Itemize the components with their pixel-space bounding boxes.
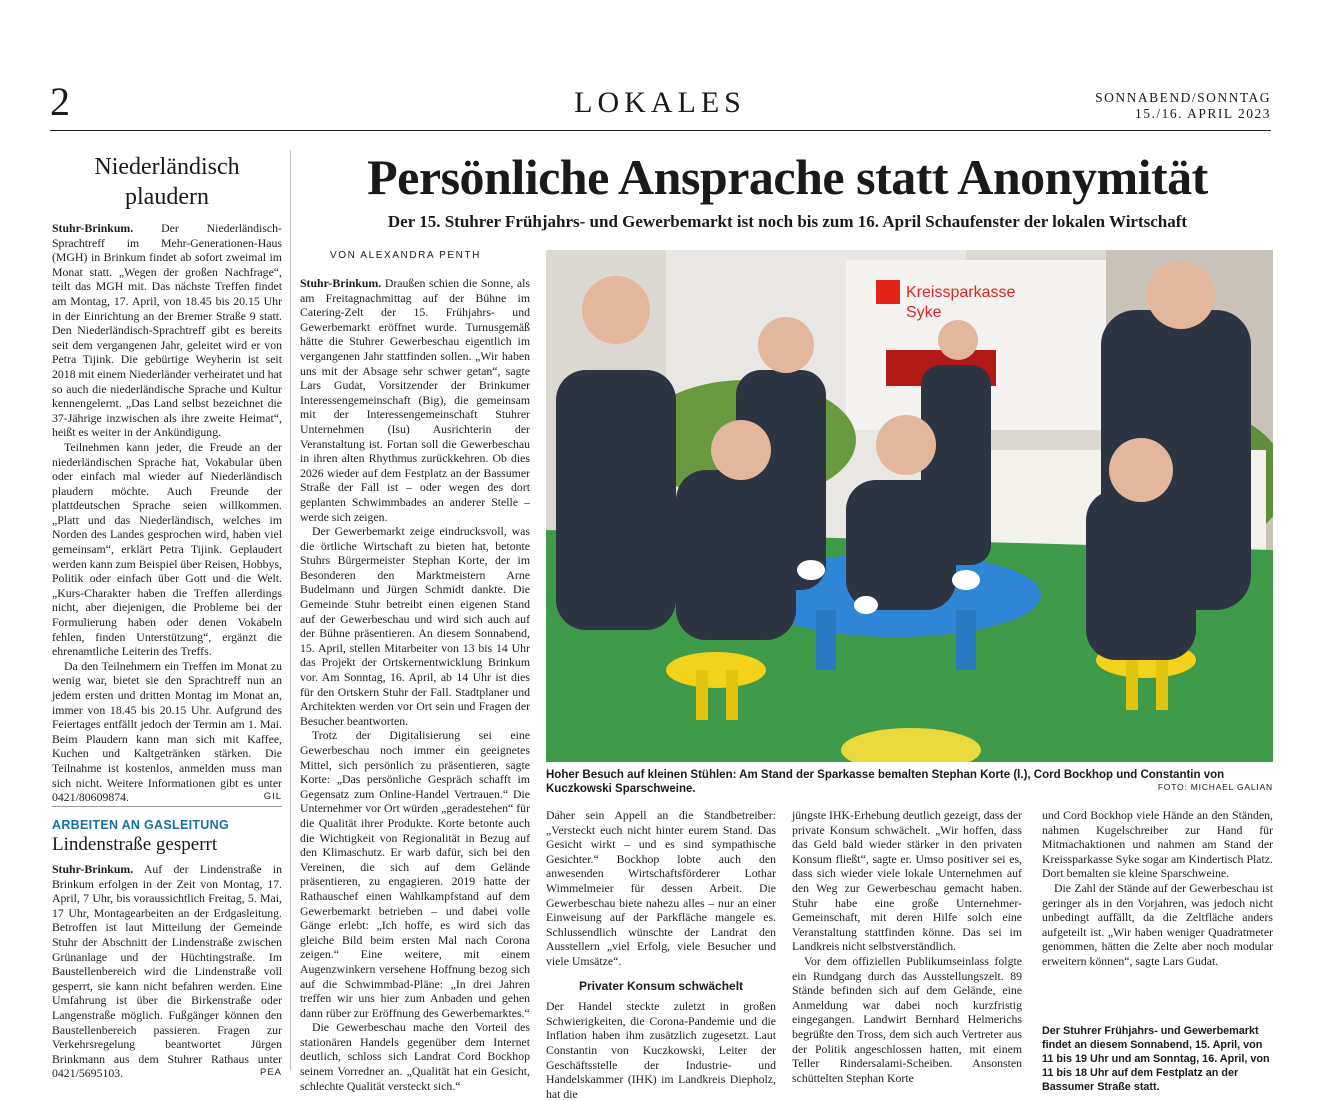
left-paragraph-2: Teilnehmen kann jeder, die Freude an der niederländischen Sprache hat, Vokabular üben oder einfach mal wieder auf Niederländisch plaudern möchte. Auch Freunde der plattdeutschen Sprache seien willkommen. „Platt und das Niederländisch, welches im Norden des Landes gesprochen wird, haben viel gemeinsam“, erklärt Petra Tijink. Geplaudert werden kann zum Beispiel über Reisen, Hobbys, Politik oder einfach über Gott und die Welt. „Kurs-Charakter haben die Treffen allerdings nicht, aber diejenigen, die Probleme bei der Formulierung haben oder denen Vokabeln fehlen, finden Unterstützung“, ergänzt die ehrenamtliche Leiterin des Treffs. — [52, 439, 282, 659]
masthead-rule — [50, 130, 1271, 131]
left-article-paragraph — [52, 659, 282, 805]
main-subheadline: Der 15. Stuhrer Frühjahrs- und Gewerbemarkt ist noch bis zum 16. April Schaufenster der lokalen Wirtschaft — [387, 212, 1188, 231]
left-paragraph-1: Der Niederländisch-Sprachtreff im Mehr-Generationen-Haus (MGH) in Brinkum findet ab sofort zweimal im Monat statt. „Wegen der großen Nachfrage“, teilt das MGH mit. Das nächste Treffen findet am Montag, 17. April, von 18.45 bis 20.15 Uhr in der Einrichtung an der Bremer Straße 9 statt. Den Niederländisch-Sprachtreff gibt es bereits seit dem vergangenen Jahr, geleitet wird er von Petra Tijink. Die gebürtige Weyherin ist seit 2018 mit einem Niederländer verheiratet und hat so auch die niederländische Sprache und Kultur kennengelernt. „Das Land selbst bezeichnet die 37-Jährige inzwischen als ihre zweite Heimat“, heißt es weiter in der Ankündigung. — [52, 221, 282, 440]
yellow-stool — [666, 652, 766, 688]
person-seated-left — [676, 470, 796, 640]
intermediate-headline: Privater Konsum schwächelt — [578, 978, 744, 993]
sign-text-1: Kreissparkasse — [906, 284, 1016, 301]
main-column-1 — [300, 276, 530, 1093]
author-signature: GIL — [263, 791, 282, 803]
column-rule — [290, 150, 291, 1070]
person-standing-left — [556, 370, 676, 630]
photo-credit: FOTO: MICHAEL GALIAN — [1157, 782, 1273, 792]
left-article-body — [52, 221, 282, 805]
photo-illustration — [546, 250, 1273, 762]
article-photo — [546, 250, 1273, 762]
col4-paragraph-2: Die Zahl der Stände auf der Gewerbeschau ist geringer als in den Vorjahren, was jedoch nicht unbedingt auffällt, da die Zeltfläche anders aufgeteilt ist. „Wir haben weniger Quadratmeter genommen, hätten die Zelte aber noch modular erweitern können“, sagte Lars Gudat. — [1042, 880, 1273, 968]
col3-paragraph-2: Vor dem offiziellen Publikumseinlass folgte ein Rundgang durch das Ausstellungszelt. 89 Stände befinden sich auf dem Gelände, eine Anmeldung war dabei noch kurzfristig eingegangen. Landwirt Bernhard Helmerichs begrüßte den Tross, dem sich auch Vertreter aus der Politik angeschlossen hatten, mit einem Teller Rindersalami-Scheiben. Ansonsten schüttelten Stephan Korte — [792, 953, 1022, 1085]
main-paragraph-3: Trotz der Digitalisierung sei eine Gewerbeschau noch immer ein geeignetes Mittel, sich persönlich zu präsentieren, sagte Korte: „Das persönliche Gespräch schafft im Gegensatz zum Online-Handel Vertrauen.“ Die Unternehmer vor Ort würden „geradestehen“ für die Qualität ihrer Produkte. Korte betonte auch die Wichtigkeit von Regionalität in Bezug auf den Klimaschutz. Er warb dafür, sich bei den Vereinen, die sich auf dem Gelände präsentieren, zu engagieren. 2019 hatte der Rathauschef einen Wahlkampfstand auf dem Gewerbemarkt betrieben – und dabei volle Gänge erlebt: „Ich hoffe, es wird sich das gleiche Bild beim ersten Mal nach Corona zeigen.“ Eine weitere, mit einem Augenzwinkern versehene Hoffnung bezog sich auf die Schwimmbad-Pläne: „In drei Jahren treffen wir uns hier zum Anbaden und gehen dann rüber zur Eröffnung des Gewerbemarktes.“ — [300, 728, 530, 1020]
author-signature: PEA — [259, 1067, 282, 1079]
gas-article-body — [52, 862, 282, 1081]
gas-article-headline: Lindenstraße gesperrt — [52, 834, 218, 855]
col2-paragraph-2: Der Handel steckte zuletzt in großen Schwierigkeiten, die Corona-Pandemie und die Inflation haben ihm zusätzlich zugesetzt. Laut Constantin von Kuczkowski, Leiter der Geschäftsstelle der Industrie- und Handelskammer (IHK) im Landkreis Diepholz, hat die — [546, 999, 776, 1101]
main-headline: Persönliche Ansprache statt Anonymität — [367, 149, 1208, 205]
section-divider — [52, 806, 282, 807]
person-seated-right — [1086, 490, 1196, 660]
page-number: 2 — [50, 79, 70, 124]
gas-article-paragraph — [52, 862, 282, 1081]
photo-caption: Hoher Besuch auf kleinen Stühlen: Am Stand der Sparkasse bemalten Stephan Korte (l.), Cord Bockhop und Constantin von Kuczkowski Sparschweine. — [546, 769, 1225, 795]
left-article-headline: Niederländisch plaudern — [94, 154, 240, 210]
issue-date — [1095, 90, 1271, 122]
main-paragraph-4: Die Gewerbeschau mache den Vorteil des stationären Handels gegenüber dem Internet deutlich, schloss sich Landrat Cord Bockhop seinem Vorredner an. „Qualität hat ein Gesicht, schlechte Qualität versteckt sich.“ — [300, 1020, 530, 1093]
left-paragraph-3: Da den Teilnehmern ein Treffen im Monat zu wenig war, bietet sie den Sprachtreff nun an jedem ersten und dritten Montag im Monat an, immer von 18.45 bis 20.15 Uhr. Aufgrund des Feiertages entfällt jedoch der Termin am 1. Mai. Beim Plaudern kann man sich mit Kaffee, Kuchen und Kaltgetränken stärken. Die Teilnahme ist kostenlos, anmelden muss man sich nicht. Weitere Informationen gibt es unter 0421/80609874. — [52, 658, 282, 805]
issue-day: SONNABEND/SONNTAG — [1095, 90, 1271, 105]
sign-text-2: Syke — [906, 304, 942, 321]
col4-paragraph-1: und Cord Bockhop viele Hände an den Ständen, nahmen Kugelschreiber zur Hand für Mitmachaktionen und nahmen am Stand der Kreissparkasse Syke sogar am Kindertisch Platz. Dort bemalten sie kleine Sparschweine. — [1042, 808, 1273, 881]
dateline: Stuhr-Brinkum. — [52, 221, 134, 235]
dateline: Stuhr-Brinkum. — [300, 276, 382, 290]
gas-article-kicker: ARBEITEN AN GASLEITUNG — [52, 818, 229, 832]
col2-paragraph-1: Daher sein Appell an die Standbetreiber: „Versteckt euch nicht hinter eurem Stand. Das Gesicht wirkt – und es sind sympathische Gesichter.“ Bockhop lobte auch den anwesenden Wirtschaftsförderer Lothar Wimmelmeier für dessen Arbeit. Die Gewerbeschau biete nahezu alles – nur an einer Einweisung auf der Parkfläche mangele es. Schlussendlich wünschte der Landrat den Ausstellern „viel Erfolg, viele Besucher und viele Umsätze“. — [546, 808, 776, 968]
issue-date-text: 15./16. APRIL 2023 — [1134, 106, 1271, 121]
person-seated-center — [846, 480, 956, 610]
gas-article-text: Auf der Lindenstraße in Brinkum erfolgen in der Zeit von Montag, 17. April, 7 Uhr, bis voraussichtlich Freitag, 5. Mai, 17 Uhr, Montagearbeiten an der Erdgasleitung. Betroffen ist laut Mitteilung der Gemeinde Stuhr der Abschnitt der Lindenstraße zwischen Grünanlage und der Hüchtingstraße. Im Baustellenbereich wird die Lindenstraße voll gesperrt, sie kann nicht befahren werden. Eine Umfahrung ist über die Birkenstraße oder Langenstraße möglich. Fußgänger können den Baustellenbereich passieren. Fragen zur Verkehrsregelung beantwortet Jürgen Brinkmann aus dem Stuhrer Rathaus unter 0421/5695103. — [52, 862, 282, 1081]
col3-paragraph-1: jüngste IHK-Erhebung deutlich gezeigt, dass der private Konsum schwächelt. „Wir hoffen, dass das Geld bald wieder stärker in den privaten Konsum fließt“, sagte er. Umso positiver sei es, dass sich wieder viele lokale Unternehmen auf den Weg zur Gewerbeschau gemacht haben. Stuhr habe eine große Unternehmer-Gemeinschaft, mit deren Hilfe solch eine Veranstaltung stattfinden könne. Das sei im Landkreis nicht selbstverständlich. — [792, 808, 1022, 954]
event-info-box: Der Stuhrer Frühjahrs- und Gewerbemarkt findet an diesem Sonnabend, 15. April, von 11 bis 19 Uhr und am Sonntag, 16. April, von 11 bis 18 Uhr auf dem Festplatz an der Bassumer Straße statt. — [1042, 1025, 1270, 1093]
main-paragraph-1: Draußen schien die Sonne, als am Freitagnachmittag auf der Bühne im Catering-Zelt der 15. Frühjahrs- und Gewerbemarkt eröffnet wurde. Turnusgemäß hätte die Stuhrer Gewerbeschau eigentlich im vergangenen Jahr stattfinden sollen. „Wir haben uns mit der Absage sehr schwer getan“, sagte Lars Gudat, Vorsitzender der Brinkumer Interessengemeinschaft (Big), die gemeinsam mit der Interessengemeinschaft Stuhrer Unternehmen (Isu) Ausrichterin der Veranstaltung ist. Fortan soll die Gewerbeschau in ihren alten Rhythmus zurückkehren. Ob dies 2026 wieder auf dem Festplatz an der Bassumer Straße der Fall ist – oder wegen des dort geplanten Schwimmbades an anderer Stelle – werde sich zeigen. — [300, 276, 530, 524]
main-paragraph-2: Der Gewerbemarkt zeige eindrucksvoll, was die örtliche Wirtschaft zu bieten hat, betonte Stuhrs Bürgermeister Stephan Korte, der im Besonderen den Marktmeistern Arne Budelmann und Jürgen Schmidt dankte. Die Gemeinde Stuhr betreibt einen eigenen Stand auf der Gewerbeschau und wird sich auch auf der Bühne präsentieren. An diesem Sonnabend, 15. April, stellen Mitarbeiter von 13 bis 14 Uhr das Projekt der Ortskernentwicklung Brinkum vor. Am Sonntag, 16. April, ab 14 Uhr ist dies für den Ortskern Stuhr der Fall. Stadtplaner und Architekten werden vor Ort sein und Fragen der Besucher beantworten. — [300, 524, 530, 728]
main-column-3 — [792, 808, 1022, 1085]
main-column-2 — [546, 808, 776, 1101]
sparkasse-logo — [876, 280, 900, 304]
byline: VON ALEXANDRA PENTH — [330, 250, 481, 261]
section-title: LOKALES — [574, 86, 746, 119]
main-column-4 — [1042, 808, 1273, 969]
left-article-paragraph — [52, 221, 282, 440]
dateline: Stuhr-Brinkum. — [52, 862, 134, 876]
main-paragraph — [300, 276, 530, 524]
